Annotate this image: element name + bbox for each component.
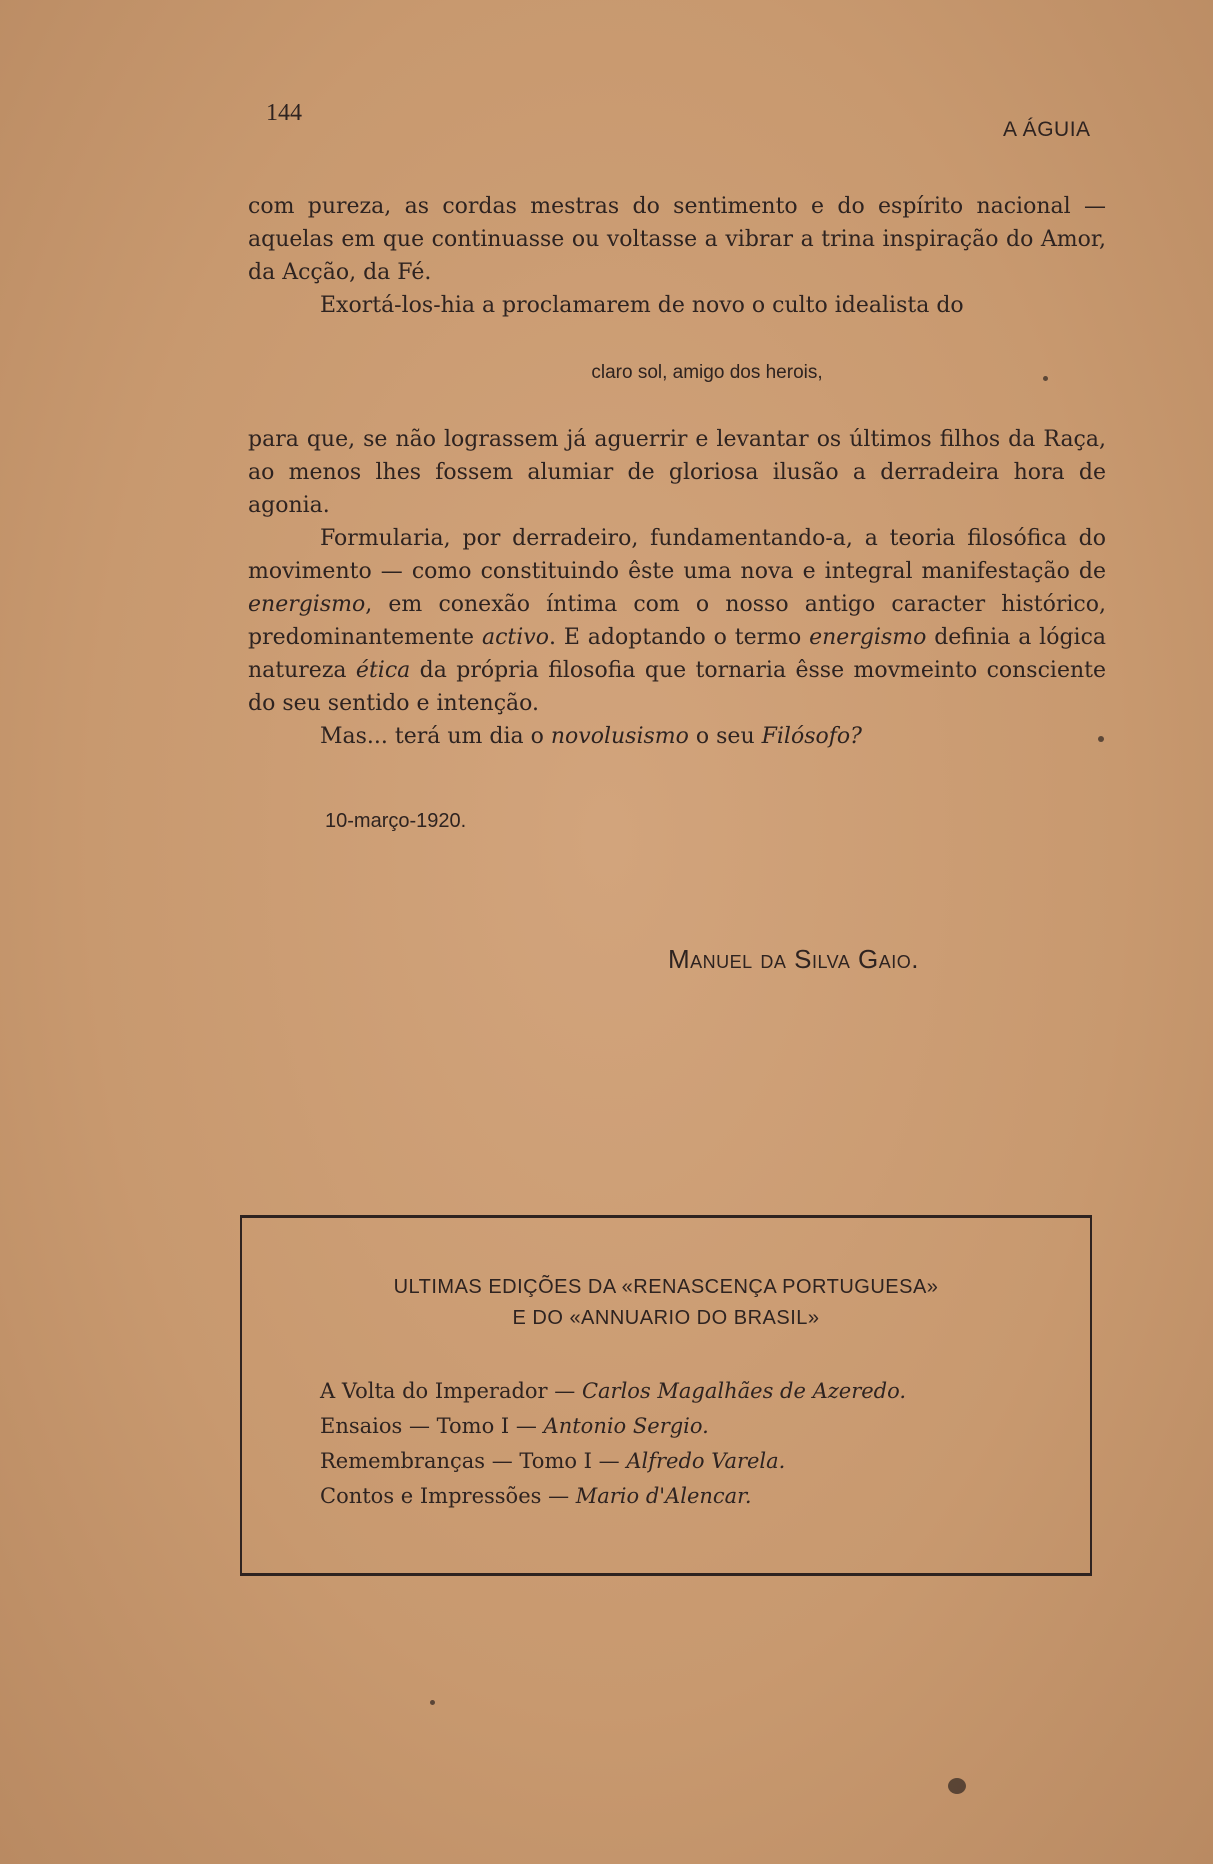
paragraph-1: com pureza, as cordas mestras do sentimento e do espírito nacional — aquelas em que continuasse ou voltasse a vibrar a trina inspiração do Amor, da Acção, da Fé. (248, 194, 1106, 285)
paragraph-5 (248, 720, 1106, 753)
p5-em-b: Filósofo? (761, 724, 862, 749)
p5-text-b: o seu (688, 724, 762, 749)
paper-speck (430, 1700, 435, 1705)
page-number: 144 (266, 100, 302, 126)
p4-text-d: definia a lógica natureza (248, 625, 1107, 683)
verse-quote: claro sol, amigo dos herois, (591, 362, 823, 383)
edition-list (320, 1374, 1090, 1514)
item-author: Alfredo Varela. (626, 1449, 786, 1473)
paragraph-2: Exortá-los-hia a proclamarem de novo o culto idealista do (320, 293, 964, 318)
paper-speck (948, 1778, 966, 1794)
item-title: Remembranças — Tomo I — (320, 1449, 627, 1473)
list-item (320, 1374, 1090, 1409)
p4-em-a: energismo (248, 592, 366, 617)
p4-text-b: , em conexão íntima com o nosso antigo caracter histórico, predominantemente (248, 592, 1106, 650)
advertisement-box (240, 1215, 1092, 1576)
p5-text-a: Mas... terá um dia o (320, 724, 551, 749)
item-title: Contos e Impressões — (320, 1484, 576, 1508)
p4-text-a: Formularia, por derradeiro, fundamentando-a, a teoria filosófica do movimento — como constituindo êste uma nova e integral manifestação de (248, 526, 1106, 584)
list-item (320, 1479, 1090, 1514)
running-head: A ÁGUIA (1003, 118, 1091, 141)
item-author: Antonio Sergio. (543, 1414, 709, 1438)
p4-text-c: . E adoptando o termo (548, 625, 810, 650)
body-text (248, 190, 1106, 753)
p5-em-a: novolusismo (550, 724, 689, 749)
date-line: 10-março-1920. (325, 810, 467, 832)
paper-speck (1043, 376, 1048, 381)
author-signature: Manuel da Silva Gaio. (668, 944, 920, 974)
p4-em-c: energismo (809, 625, 927, 650)
header-line-1: ULTIMAS EDIÇÕES DA «RENASCENÇA PORTUGUESA» (393, 1276, 939, 1298)
item-title: A Volta do Imperador — (320, 1379, 582, 1403)
p4-text-e: da própria filosofia que tornaria êsse movmeinto consciente do seu sentido e intenção. (248, 658, 1106, 716)
p4-em-d: ética (355, 658, 411, 683)
item-author: Carlos Magalhães de Azeredo. (581, 1379, 907, 1403)
p4-em-b: activo (481, 625, 549, 650)
paper-speck (1098, 736, 1104, 742)
paragraph-4 (248, 522, 1106, 720)
item-author: Mario d'Alencar. (575, 1484, 752, 1508)
advertisement-header (242, 1272, 1090, 1334)
header-line-2: E DO «ANNUARIO DO BRASIL» (512, 1307, 820, 1329)
list-item (320, 1409, 1090, 1444)
paragraph-3: para que, se não lograssem já aguerrir e levantar os últimos filhos da Raça, ao menos lhes fossem alumiar de gloriosa ilusão a derradeira hora de agonia. (248, 427, 1106, 518)
list-item (320, 1444, 1090, 1479)
item-title: Ensaios — Tomo I — (320, 1414, 544, 1438)
